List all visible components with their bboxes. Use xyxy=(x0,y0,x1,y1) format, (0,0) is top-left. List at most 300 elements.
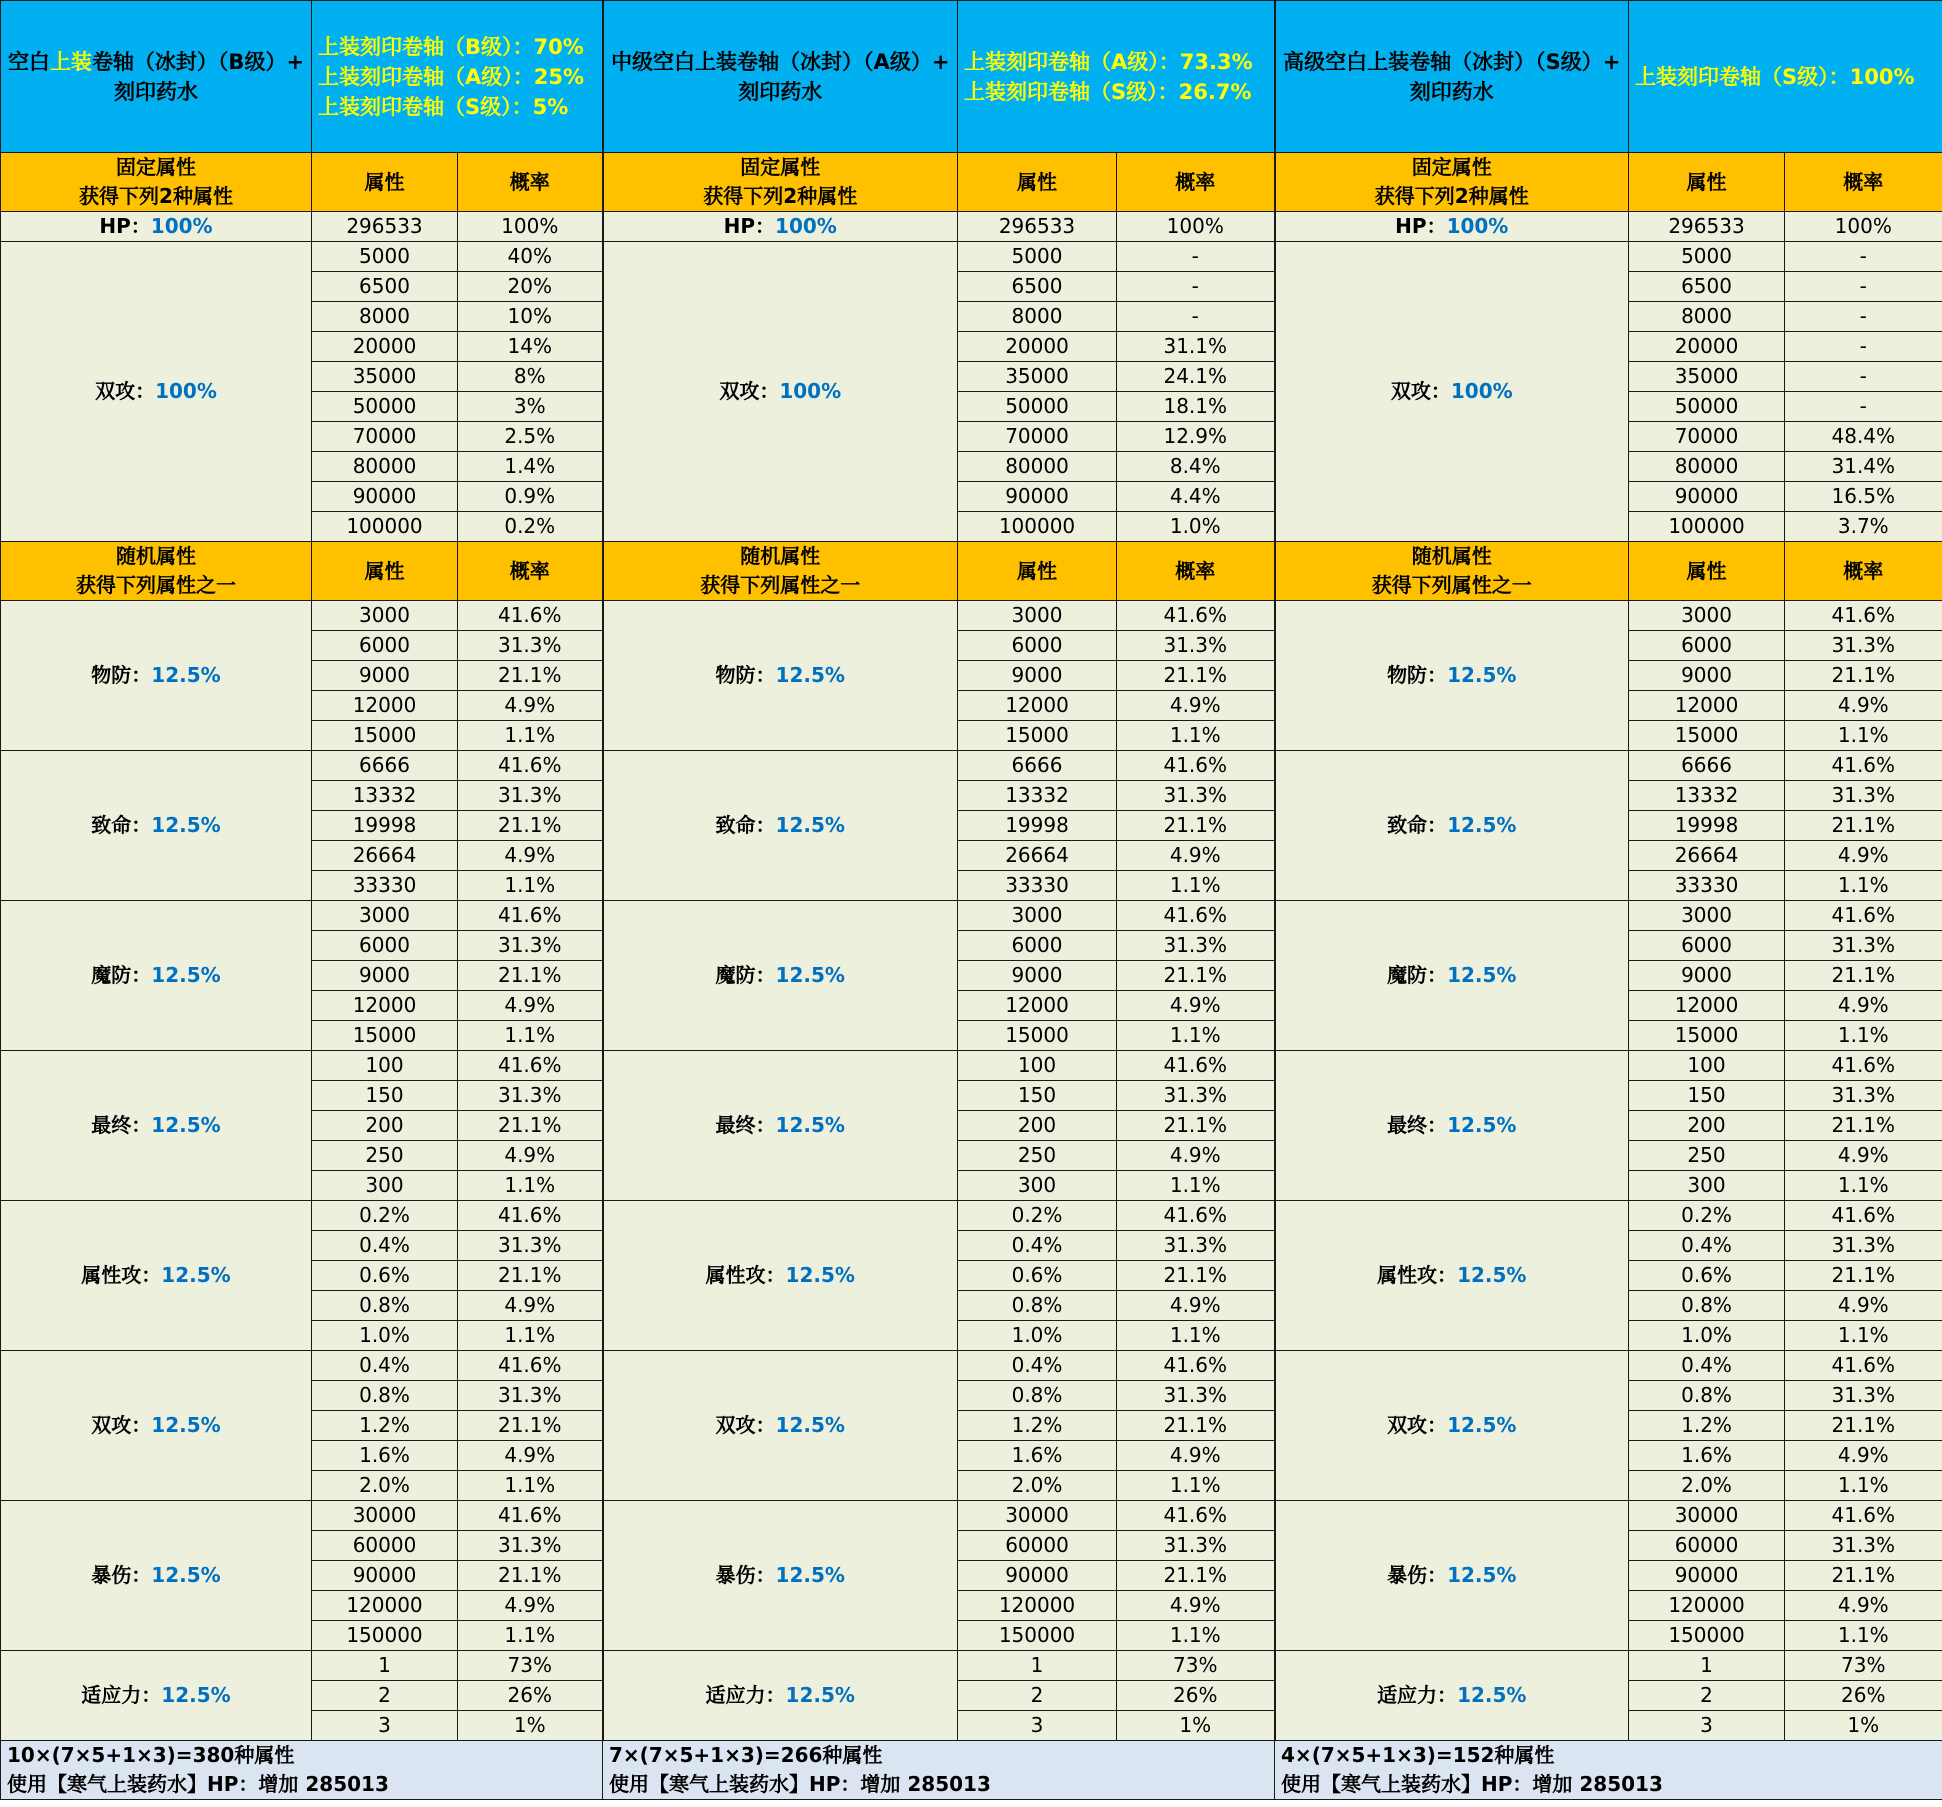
random-attribute-label xyxy=(1275,1201,1629,1351)
attribute-probability: 1.1% xyxy=(1785,1621,1942,1651)
attribute-value: 6000 xyxy=(312,931,458,961)
hp-probability: 100% xyxy=(458,212,603,242)
attribute-value: 90000 xyxy=(958,1561,1117,1591)
attribute-value: 150 xyxy=(312,1081,458,1111)
attribute-name: 暴伤： xyxy=(715,1563,776,1587)
attribute-probability: 8.4% xyxy=(1117,452,1275,482)
attribute-probability: 1.1% xyxy=(1117,1471,1275,1501)
result-line xyxy=(318,62,602,92)
attribute-probability: 41.6% xyxy=(1117,1051,1275,1081)
attribute-chance: 12.5% xyxy=(1447,1413,1517,1437)
attribute-probability: 4.9% xyxy=(1117,1441,1275,1471)
recipe-text: 高级空白上装卷轴（冰封）（S级）+ 刻印药水 xyxy=(1283,49,1621,104)
section-title-line1: 固定属性 xyxy=(116,155,196,179)
attribute-value: 0.8% xyxy=(958,1291,1117,1321)
attribute-chance: 12.5% xyxy=(1447,1563,1517,1587)
attribute-value: 33330 xyxy=(958,871,1117,901)
attribute-probability: 41.6% xyxy=(1117,1501,1275,1531)
attribute-probability: 0.2% xyxy=(458,512,603,542)
attribute-name: HP： xyxy=(99,214,151,238)
result-line xyxy=(318,92,602,122)
attribute-probability: 4.9% xyxy=(1785,1291,1942,1321)
attribute-value: 0.4% xyxy=(1629,1231,1785,1261)
column-header-attribute: 属性 xyxy=(1629,542,1785,601)
attribute-name: 暴伤： xyxy=(1387,1563,1448,1587)
attribute-value: 70000 xyxy=(312,422,458,452)
attribute-probability: 21.1% xyxy=(458,1261,603,1291)
attribute-probability: 41.6% xyxy=(1785,1201,1942,1231)
attribute-value: 0.2% xyxy=(1629,1201,1785,1231)
attribute-chance: 100% xyxy=(779,379,842,403)
attribute-probability: 21.1% xyxy=(1785,1411,1942,1441)
attribute-value: 1.0% xyxy=(312,1321,458,1351)
attribute-probability: - xyxy=(1785,332,1942,362)
attribute-chance: 12.5% xyxy=(785,1263,855,1287)
attribute-value: 300 xyxy=(312,1171,458,1201)
attribute-probability: 4.9% xyxy=(1117,1291,1275,1321)
table-row xyxy=(1,751,1942,781)
attribute-value: 5000 xyxy=(958,242,1117,272)
section-title xyxy=(1275,542,1629,601)
hp-probability: 100% xyxy=(1117,212,1275,242)
attribute-probability: 31.3% xyxy=(458,1381,603,1411)
attribute-chance: 12.5% xyxy=(161,1683,231,1707)
attribute-probability: 21.1% xyxy=(1117,1111,1275,1141)
attribute-value: 150000 xyxy=(1629,1621,1785,1651)
attribute-name: 双攻： xyxy=(95,379,156,403)
table-row xyxy=(1,1051,1942,1081)
attribute-value: 0.6% xyxy=(958,1261,1117,1291)
attribute-probability: 31.3% xyxy=(1117,631,1275,661)
attribute-probability: 31.3% xyxy=(1117,1231,1275,1261)
footer-summary xyxy=(1275,1741,1942,1800)
attribute-value: 15000 xyxy=(312,721,458,751)
attribute-value: 6666 xyxy=(1629,751,1785,781)
attribute-chance: 12.5% xyxy=(151,1413,221,1437)
attribute-probability: 16.5% xyxy=(1785,482,1942,512)
attribute-value: 26664 xyxy=(958,841,1117,871)
attribute-value: 9000 xyxy=(312,961,458,991)
column-header-attribute: 属性 xyxy=(312,542,458,601)
attribute-value: 2 xyxy=(958,1681,1117,1711)
attribute-probability: 1.1% xyxy=(1785,1321,1942,1351)
attribute-probability: - xyxy=(1785,392,1942,422)
attribute-value: 6666 xyxy=(958,751,1117,781)
attribute-value: 13332 xyxy=(312,781,458,811)
attribute-value: 20000 xyxy=(1629,332,1785,362)
attribute-probability: 21.1% xyxy=(1117,811,1275,841)
attribute-probability: 20% xyxy=(458,272,603,302)
attribute-chance: 12.5% xyxy=(151,1113,221,1137)
attribute-value: 15000 xyxy=(1629,721,1785,751)
attribute-probability: 4.9% xyxy=(458,1591,603,1621)
attribute-probability: 31.3% xyxy=(1785,631,1942,661)
attribute-value: 6000 xyxy=(1629,631,1785,661)
attribute-probability: 1.4% xyxy=(458,452,603,482)
section-title-line1: 随机属性 xyxy=(116,544,196,568)
attribute-value: 80000 xyxy=(312,452,458,482)
attribute-name: 物防： xyxy=(91,663,152,687)
attribute-name: 双攻： xyxy=(719,379,780,403)
footer-summary xyxy=(603,1741,1275,1800)
attribute-probability: 12.9% xyxy=(1117,422,1275,452)
attribute-probability: 41.6% xyxy=(458,1351,603,1381)
attribute-value: 1.6% xyxy=(958,1441,1117,1471)
attribute-count: 7×(7×5+1×3)=266种属性 xyxy=(609,1743,883,1767)
section-title-line1: 随机属性 xyxy=(740,544,821,568)
attribute-probability: 4.9% xyxy=(458,1441,603,1471)
result-text: 刻印卷轴（S级）：26.7% xyxy=(1006,79,1252,104)
attribute-probability: 31.3% xyxy=(1785,1531,1942,1561)
attribute-name: 适应力： xyxy=(705,1683,786,1707)
attribute-probability: 1.1% xyxy=(458,721,603,751)
attribute-value: 70000 xyxy=(958,422,1117,452)
footer-row xyxy=(1,1741,1942,1800)
attribute-value: 0.6% xyxy=(312,1261,458,1291)
attribute-chance: 12.5% xyxy=(775,663,845,687)
attribute-value: 80000 xyxy=(958,452,1117,482)
attribute-value: 120000 xyxy=(958,1591,1117,1621)
attribute-chance: 12.5% xyxy=(151,1563,221,1587)
attribute-value: 150 xyxy=(958,1081,1117,1111)
attribute-value: 33330 xyxy=(312,871,458,901)
attribute-probability: 1.1% xyxy=(1117,1021,1275,1051)
attribute-probability: 2.5% xyxy=(458,422,603,452)
attribute-value: 19998 xyxy=(958,811,1117,841)
attribute-probability: 73% xyxy=(1785,1651,1942,1681)
attribute-probability: 41.6% xyxy=(1117,901,1275,931)
attribute-value: 100 xyxy=(312,1051,458,1081)
attribute-value: 0.8% xyxy=(312,1291,458,1321)
double-attack-label xyxy=(1,242,312,542)
attribute-value: 3000 xyxy=(312,601,458,631)
table-row xyxy=(1,1651,1942,1681)
attribute-value: 100000 xyxy=(312,512,458,542)
attribute-value: 30000 xyxy=(1629,1501,1785,1531)
attribute-probability: 1% xyxy=(458,1711,603,1741)
attribute-name: 属性攻： xyxy=(81,1263,162,1287)
attribute-value: 2 xyxy=(312,1681,458,1711)
attribute-value: 5000 xyxy=(1629,242,1785,272)
attribute-probability: 31.4% xyxy=(1785,452,1942,482)
attribute-value: 1.0% xyxy=(958,1321,1117,1351)
result-line xyxy=(964,77,1274,107)
attribute-value: 250 xyxy=(958,1141,1117,1171)
random-attribute-label xyxy=(1275,1051,1629,1201)
section-title-line2: 获得下列属性之一 xyxy=(76,573,236,597)
random-attribute-label xyxy=(1275,1351,1629,1501)
attribute-probability: 1.1% xyxy=(1117,721,1275,751)
attribute-value: 6000 xyxy=(312,631,458,661)
attribute-value: 6000 xyxy=(958,931,1117,961)
attribute-value: 0.4% xyxy=(312,1231,458,1261)
table-row xyxy=(1,1501,1942,1531)
attribute-value: 5000 xyxy=(312,242,458,272)
attribute-probability: 21.1% xyxy=(1785,661,1942,691)
attribute-value: 35000 xyxy=(1629,362,1785,392)
random-attribute-label xyxy=(1275,601,1629,751)
attribute-value: 12000 xyxy=(1629,991,1785,1021)
attribute-value: 12000 xyxy=(958,991,1117,1021)
attribute-value: 0.8% xyxy=(312,1381,458,1411)
attribute-value: 300 xyxy=(1629,1171,1785,1201)
attribute-value: 50000 xyxy=(958,392,1117,422)
attribute-probability: - xyxy=(1117,302,1275,332)
section-title-line2: 获得下列属性之一 xyxy=(1371,573,1532,597)
attribute-probability: 4.9% xyxy=(1785,1591,1942,1621)
attribute-name: 最终： xyxy=(715,1113,776,1137)
potion-note: 使用【寒气上装药水】HP：增加 285013 xyxy=(1281,1772,1663,1796)
attribute-name: 暴伤： xyxy=(91,1563,152,1587)
attribute-value: 1 xyxy=(1629,1651,1785,1681)
attribute-value: 35000 xyxy=(958,362,1117,392)
attribute-probability: 48.4% xyxy=(1785,422,1942,452)
column-header-probability: 概率 xyxy=(1785,153,1942,212)
hp-probability: 100% xyxy=(1785,212,1942,242)
random-attribute-label xyxy=(603,1651,958,1741)
result-highlight: 上装 xyxy=(318,34,360,59)
result-line xyxy=(1635,62,1942,92)
attribute-name: 适应力： xyxy=(1377,1683,1458,1707)
attribute-probability: 10% xyxy=(458,302,603,332)
attribute-probability: 4.9% xyxy=(1117,841,1275,871)
random-attribute-label xyxy=(1275,1651,1629,1741)
attribute-name: 双攻： xyxy=(715,1413,776,1437)
column-header-probability: 概率 xyxy=(458,153,603,212)
hp-label xyxy=(603,212,958,242)
attribute-probability: 4.9% xyxy=(458,691,603,721)
attribute-probability: 1.1% xyxy=(1117,1621,1275,1651)
attribute-probability: 1.1% xyxy=(458,1471,603,1501)
attribute-probability: 31.3% xyxy=(1117,1531,1275,1561)
attribute-probability: 4.9% xyxy=(458,841,603,871)
potion-note: 使用【寒气上装药水】HP：增加 285013 xyxy=(609,1772,991,1796)
attribute-value: 2 xyxy=(1629,1681,1785,1711)
attribute-value: 33330 xyxy=(1629,871,1785,901)
attribute-name: 最终： xyxy=(91,1113,152,1137)
attribute-value: 100000 xyxy=(958,512,1117,542)
column-header-probability: 概率 xyxy=(1785,542,1942,601)
attribute-value: 0.4% xyxy=(1629,1351,1785,1381)
attribute-value: 3000 xyxy=(312,901,458,931)
attribute-probability: 4.9% xyxy=(1117,1141,1275,1171)
hp-value: 296533 xyxy=(312,212,458,242)
attribute-value: 120000 xyxy=(312,1591,458,1621)
attribute-value: 20000 xyxy=(312,332,458,362)
attribute-value: 0.8% xyxy=(1629,1291,1785,1321)
attribute-probability: 14% xyxy=(458,332,603,362)
result-text: 刻印卷轴（B级）：70% xyxy=(360,34,584,59)
random-attribute-label xyxy=(1275,901,1629,1051)
attribute-name: HP： xyxy=(1395,214,1447,238)
attribute-probability: 21.1% xyxy=(1117,1261,1275,1291)
attribute-probability: 31.3% xyxy=(458,1231,603,1261)
attribute-value: 200 xyxy=(312,1111,458,1141)
attribute-name: 属性攻： xyxy=(1377,1263,1458,1287)
attribute-chance: 100% xyxy=(1450,379,1513,403)
recipe-header-1 xyxy=(1,1,312,153)
attribute-probability: 41.6% xyxy=(458,1501,603,1531)
attribute-probability: 31.3% xyxy=(1117,781,1275,811)
attribute-value: 12000 xyxy=(958,691,1117,721)
attribute-chance: 100% xyxy=(155,379,217,403)
attribute-probability: 21.1% xyxy=(1785,961,1942,991)
recipe-header-2 xyxy=(603,1,958,153)
attribute-probability: 26% xyxy=(458,1681,603,1711)
random-attribute-label xyxy=(603,1051,958,1201)
section-title-line1: 随机属性 xyxy=(1411,544,1492,568)
attribute-value: 0.2% xyxy=(958,1201,1117,1231)
footer-summary xyxy=(1,1741,603,1800)
attribute-probability: 41.6% xyxy=(1117,601,1275,631)
random-attribute-label xyxy=(1,1201,312,1351)
section-title xyxy=(1,542,312,601)
column-header-attribute: 属性 xyxy=(312,153,458,212)
result-header-3 xyxy=(1629,1,1942,153)
attribute-probability: 4.9% xyxy=(458,991,603,1021)
result-highlight: 上装 xyxy=(318,94,360,119)
attribute-probability: 21.1% xyxy=(458,961,603,991)
section-title-line2: 获得下列2种属性 xyxy=(703,184,858,208)
recipe-text: 中级空白上装卷轴（冰封）（A级）+ 刻印药水 xyxy=(611,49,950,104)
attribute-chance: 12.5% xyxy=(1447,663,1517,687)
section-title-line2: 获得下列2种属性 xyxy=(79,184,233,208)
attribute-value: 200 xyxy=(1629,1111,1785,1141)
attribute-value: 50000 xyxy=(1629,392,1785,422)
attribute-value: 100 xyxy=(958,1051,1117,1081)
attribute-probability: 31.1% xyxy=(1117,332,1275,362)
attribute-probability: 31.3% xyxy=(1785,931,1942,961)
attribute-value: 9000 xyxy=(958,661,1117,691)
attribute-value: 90000 xyxy=(312,482,458,512)
attribute-probability: - xyxy=(1785,302,1942,332)
attribute-value: 2.0% xyxy=(312,1471,458,1501)
attribute-value: 3 xyxy=(958,1711,1117,1741)
attribute-probability: 4.9% xyxy=(1117,691,1275,721)
double-attack-label xyxy=(603,242,958,542)
attribute-value: 300 xyxy=(958,1171,1117,1201)
attribute-chance: 12.5% xyxy=(775,963,845,987)
attribute-chance: 12.5% xyxy=(161,1263,231,1287)
attribute-probability: 21.1% xyxy=(1117,961,1275,991)
attribute-probability: 1% xyxy=(1117,1711,1275,1741)
attribute-value: 20000 xyxy=(958,332,1117,362)
attribute-probability: 21.1% xyxy=(1117,661,1275,691)
attribute-value: 19998 xyxy=(312,811,458,841)
attribute-probability: 3.7% xyxy=(1785,512,1942,542)
attribute-probability: 31.3% xyxy=(1117,1081,1275,1111)
attribute-probability: 40% xyxy=(458,242,603,272)
attribute-probability: 41.6% xyxy=(1785,751,1942,781)
attribute-chance: 12.5% xyxy=(151,663,221,687)
result-text: 刻印卷轴（S级）：100% xyxy=(1677,64,1915,89)
result-header-1 xyxy=(312,1,603,153)
attribute-probability: 31.3% xyxy=(1785,1381,1942,1411)
attribute-value: 0.8% xyxy=(1629,1381,1785,1411)
attribute-value: 0.6% xyxy=(1629,1261,1785,1291)
column-header-probability: 概率 xyxy=(458,542,603,601)
attribute-probability: - xyxy=(1785,362,1942,392)
attribute-probability: 21.1% xyxy=(1117,1561,1275,1591)
attribute-chance: 100% xyxy=(775,214,837,238)
attribute-probability: 4.9% xyxy=(458,1141,603,1171)
attribute-probability: 41.6% xyxy=(1785,1501,1942,1531)
attribute-value: 1.2% xyxy=(1629,1411,1785,1441)
attribute-probability: 41.6% xyxy=(1117,1201,1275,1231)
attribute-probability: 41.6% xyxy=(458,751,603,781)
section-title xyxy=(603,153,958,212)
attribute-name: HP： xyxy=(723,214,776,238)
attribute-value: 1 xyxy=(312,1651,458,1681)
attribute-probability: 4.9% xyxy=(1785,841,1942,871)
attribute-value: 100 xyxy=(1629,1051,1785,1081)
attribute-probability: 8% xyxy=(458,362,603,392)
attribute-probability: 1.1% xyxy=(458,1321,603,1351)
attribute-value: 35000 xyxy=(312,362,458,392)
attribute-value: 1.2% xyxy=(312,1411,458,1441)
attribute-value: 120000 xyxy=(1629,1591,1785,1621)
random-attribute-label xyxy=(1,601,312,751)
attribute-probability: 21.1% xyxy=(1785,1261,1942,1291)
random-attribute-label xyxy=(603,751,958,901)
random-attribute-label xyxy=(1,901,312,1051)
attribute-value: 60000 xyxy=(312,1531,458,1561)
attribute-probability: 31.3% xyxy=(458,781,603,811)
result-highlight: 上装 xyxy=(1635,64,1678,89)
attribute-name: 适应力： xyxy=(81,1683,162,1707)
attribute-value: 30000 xyxy=(312,1501,458,1531)
attribute-probability: 1.1% xyxy=(1785,1021,1942,1051)
attribute-value: 2.0% xyxy=(958,1471,1117,1501)
random-attribute-label xyxy=(1,751,312,901)
attribute-value: 90000 xyxy=(958,482,1117,512)
attribute-value: 90000 xyxy=(1629,1561,1785,1591)
random-attribute-label xyxy=(1275,751,1629,901)
attribute-name: 致命： xyxy=(91,813,152,837)
attribute-probability: 4.9% xyxy=(1785,991,1942,1021)
section-title-line2: 获得下列属性之一 xyxy=(700,573,861,597)
attribute-name: 双攻： xyxy=(1390,379,1451,403)
attribute-probability: 4.9% xyxy=(1117,1591,1275,1621)
attribute-value: 90000 xyxy=(1629,482,1785,512)
attribute-probability: 1.1% xyxy=(1785,721,1942,751)
result-text: 刻印卷轴（S级）：5% xyxy=(360,94,569,119)
result-highlight: 上装 xyxy=(964,79,1006,104)
attribute-probability: 1.1% xyxy=(458,1171,603,1201)
attribute-value: 19998 xyxy=(1629,811,1785,841)
attribute-name: 双攻： xyxy=(1387,1413,1448,1437)
attribute-chance: 100% xyxy=(150,214,213,238)
attribute-probability: 21.1% xyxy=(1117,1411,1275,1441)
attribute-value: 12000 xyxy=(1629,691,1785,721)
result-line xyxy=(964,47,1274,77)
attribute-probability: 4.9% xyxy=(458,1291,603,1321)
attribute-probability: 3% xyxy=(458,392,603,422)
hp-value: 296533 xyxy=(958,212,1117,242)
attribute-chance: 12.5% xyxy=(1457,1683,1527,1707)
attribute-probability: 21.1% xyxy=(1785,1561,1942,1591)
attribute-value: 80000 xyxy=(1629,452,1785,482)
attribute-value: 6000 xyxy=(1629,931,1785,961)
attribute-chance: 12.5% xyxy=(775,1413,845,1437)
attribute-value: 1.6% xyxy=(312,1441,458,1471)
result-line xyxy=(318,32,602,62)
attribute-value: 70000 xyxy=(1629,422,1785,452)
section-title xyxy=(1,153,312,212)
attribute-count: 10×(7×5+1×3)=380种属性 xyxy=(7,1743,295,1767)
attribute-chance: 12.5% xyxy=(151,813,221,837)
attribute-value: 0.4% xyxy=(958,1351,1117,1381)
